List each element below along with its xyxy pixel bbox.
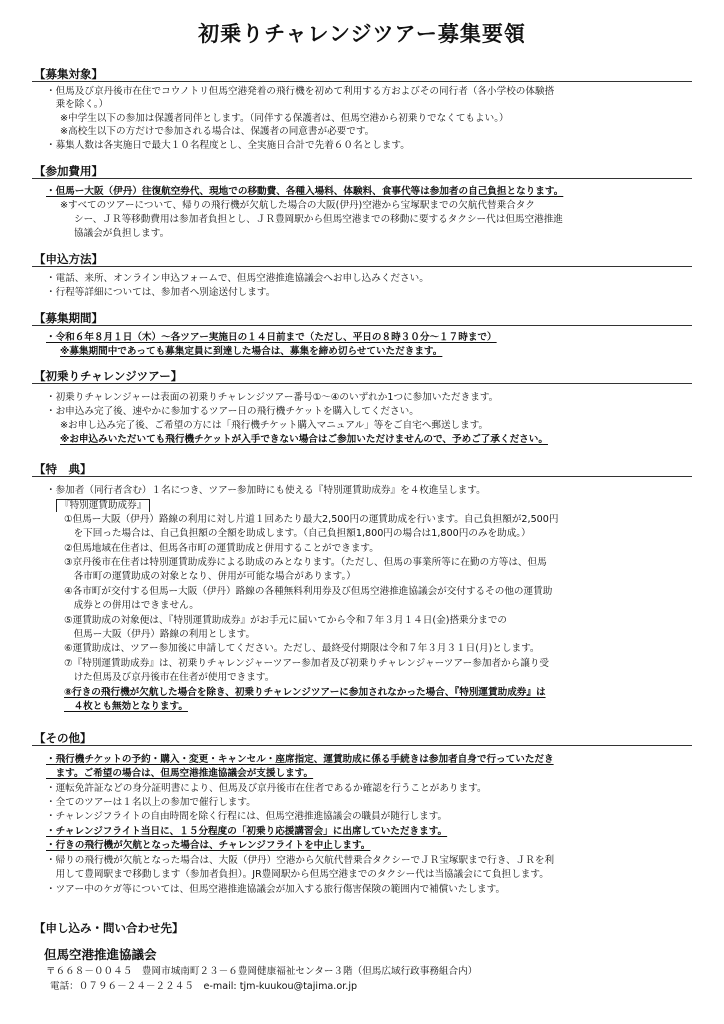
- benefit-ticket-label: 『特別運賃助成券』: [56, 499, 150, 512]
- benefit-line-7: 成券との併用はできません。: [64, 600, 199, 611]
- cost-line-2: ※すべてのツアーについて、帰りの飛行機が欠航した場合の大阪(伊丹)空港から宝塚駅までの欠航代替乗合タク: [60, 200, 535, 211]
- contact-heading: 【申し込み・問い合わせ先】: [34, 921, 184, 935]
- tour-line-3: ※お申し込み完了後、ご希望の方には「飛行機チケット購入マニュアル」等をご自宅へ郵送します。: [60, 420, 489, 431]
- other-line-9: 用して豊岡駅まで移動します（参加者負担）。JR豊岡駅から但馬空港までのタクシー代は当協議会にて負担します。: [46, 869, 549, 880]
- target-line-4: ※高校生以下の方だけで参加される場合は、保護者の同意書が必要です。: [60, 126, 375, 137]
- page-title: 初乗りチャレンジツアー募集要領: [198, 22, 526, 46]
- cost-line-1: ・但馬ー大阪（伊丹）往復航空券代、現地での移動費、各種入場料、体験料、食事代等は参加者の自己負担となります。: [46, 186, 564, 197]
- benefit-line-2: を下回った場合は、自己負担額の全額を助成します。（自己負担額1,800円の場合は1,800円のみを助成。）: [64, 528, 531, 539]
- apply-line-1: ・電話、来所、オンライン申込フォームで、但馬空港推進協議会へお申し込みください。: [46, 273, 429, 284]
- benefit-line-6: ④各市町が交付する但馬ー大阪（伊丹）路線の各種無料利用券及び但馬空港推進協議会が交付するその他の運賃助: [64, 586, 553, 597]
- benefit-line-14: ４枚とも無効となります。: [64, 701, 188, 712]
- other-line-4: ・全てのツアーは１名以上の参加で催行します。: [46, 797, 256, 808]
- section-tour-heading: 【初乗りチャレンジツアー】: [34, 369, 183, 383]
- period-line-1: ・令和６年８月１日（木）～各ツアー実施日の１４日前まで（ただし、平日の８時３０分～１７時まで）: [46, 332, 497, 343]
- target-line-2: 乗を除く。）: [46, 99, 109, 110]
- benefit-line-9: 但馬ー大阪（伊丹）路線の利用とします。: [64, 629, 256, 640]
- section-apply-heading: 【申込方法】: [34, 252, 103, 266]
- benefit-line-5: 各市町の運賃助成の対象となり、併用が可能な場合があります。）: [64, 571, 356, 582]
- contact-address: 〒６６８－００４５ 豊岡市城南町２３－６豊岡健康福祉センター３階（但馬広域行政事務組合内）: [46, 966, 478, 977]
- section-cost-heading: 【参加費用】: [34, 164, 103, 178]
- benefit-line-4: ③京丹後市在住者は特別運賃助成券による助成のみとなります。（ただし、但馬の事業所等に在勤の方等は、但馬: [64, 557, 547, 568]
- target-line-5: ・募集人数は各実施日で最大１０名程度とし、全実施日合計で先着６０名とします。: [46, 140, 410, 151]
- other-line-3: ・運転免許証などの身分証明書により、但馬及び京丹後市在住者であるか確認を行うことがあります。: [46, 783, 487, 794]
- section-target-heading: 【募集対象】: [34, 67, 103, 81]
- benefit-line-13: ⑧行きの飛行機が欠航した場合を除き、初乗りチャレンジツアーに参加されなかった場合、『特別運賃助成券』は: [64, 687, 546, 698]
- cost-line-4: 協議会が負担します。: [74, 228, 170, 239]
- other-line-2: ます。ご希望の場合は、但馬空港推進協議会が支援します。: [46, 768, 314, 779]
- target-line-3: ※中学生以下の参加は保護者同伴とします。（同伴する保護者は、但馬空港から初乗りでなくてもよい。）: [60, 113, 509, 124]
- other-line-5: ・チャレンジフライトの自由時間を除く行程には、但馬空港推進協議会の職員が随行します。: [46, 811, 448, 822]
- other-line-6: ・チャレンジフライト当日に、１５分程度の「初乗り応援講習会」に出席していただきます。: [46, 826, 448, 837]
- tour-line-4: ※お申込みいただいても飛行機チケットが入手できない場合はご参加いただけませんので、予めご了承ください。: [60, 434, 548, 445]
- other-line-8: ・帰りの飛行機が欠航となった場合は、大阪（伊丹）空港から欠航代替乗合タクシーでＪＲ宝塚駅まで行き、ＪＲを利: [46, 855, 555, 866]
- benefit-line-3: ②但馬地域在住者は、但馬各市町の運賃助成と併用することができます。: [64, 543, 379, 554]
- other-line-10: ・ツアー中のケガ等については、但馬空港推進協議会が加入する旅行傷害保険の範囲内で補償いたします。: [46, 884, 506, 895]
- period-line-2: ※募集期間中であっても募集定員に到達した場合は、募集を締め切らせていただきます。: [60, 346, 443, 357]
- other-line-7: ・行きの飛行機が欠航となった場合は、チャレンジフライトを中止します。: [46, 840, 371, 851]
- cost-line-3: シー、ＪＲ等移動費用は参加者負担とし、ＪＲ豊岡駅から但馬空港までの移動に要するタクシー代は但馬空港推進: [74, 214, 563, 225]
- benefit-line-1: ①但馬ー大阪（伊丹）路線の利用に対し片道１回あたり最大2,500円の運賃助成を行います。自己負担額が2,500円: [64, 514, 559, 525]
- apply-line-2: ・行程等詳細については、参加者へ別途送付します。: [46, 287, 276, 298]
- other-line-1: ・飛行機チケットの予約・購入・変更・キャンセル・座席指定、運賃助成に係る手続きは参加者自身で行っていただき: [46, 754, 554, 765]
- contact-phone-email: 電話：０７９６－２４－２２４５ e-mail: tjm-kuukou@tajima.or.jp: [50, 981, 358, 992]
- tour-line-1: ・初乗りチャレンジャーは表面の初乗りチャレンジツアー番号①～④のいずれか1つに参加いただきます。: [46, 392, 499, 403]
- section-other-heading: 【その他】: [34, 731, 92, 745]
- target-line-1: ・但馬及び京丹後市在住でコウノトリ但馬空港発着の飛行機を初めて利用する方およびその同行者（各小学校の体験搭: [46, 86, 555, 97]
- tour-line-2: ・お申込み完了後、速やかに参加するツアー日の飛行機チケットを購入してください。: [46, 406, 419, 417]
- benefit-line-10: ⑥運賃助成は、ツアー参加後に申請してください。ただし、最終受付期限は令和７年３月３１日(月)とします。: [64, 643, 540, 654]
- section-period-heading: 【募集期間】: [34, 311, 103, 325]
- benefit-line-11: ⑦『特別運賃助成券』は、初乗りチャレンジャーツアー参加者及び初乗りチャレンジャーツアー参加者から譲り受: [64, 658, 550, 669]
- benefit-line-8: ⑤運賃助成の対象便は、『特別運賃助成券』がお手元に届いてから令和７年３月１４日(金)搭乗分までの: [64, 615, 508, 626]
- benefit-line-12: けた但馬及び京丹後市在住者が使用できます。: [64, 672, 275, 683]
- section-benefit-heading: 【特 典】: [34, 462, 92, 476]
- contact-organization: 但馬空港推進協議会: [44, 947, 157, 962]
- benefit-intro: ・参加者（同行者含む）１名につき、ツアー参加時にも使える『特別運賃助成券』を４枚進呈します。: [46, 485, 486, 496]
